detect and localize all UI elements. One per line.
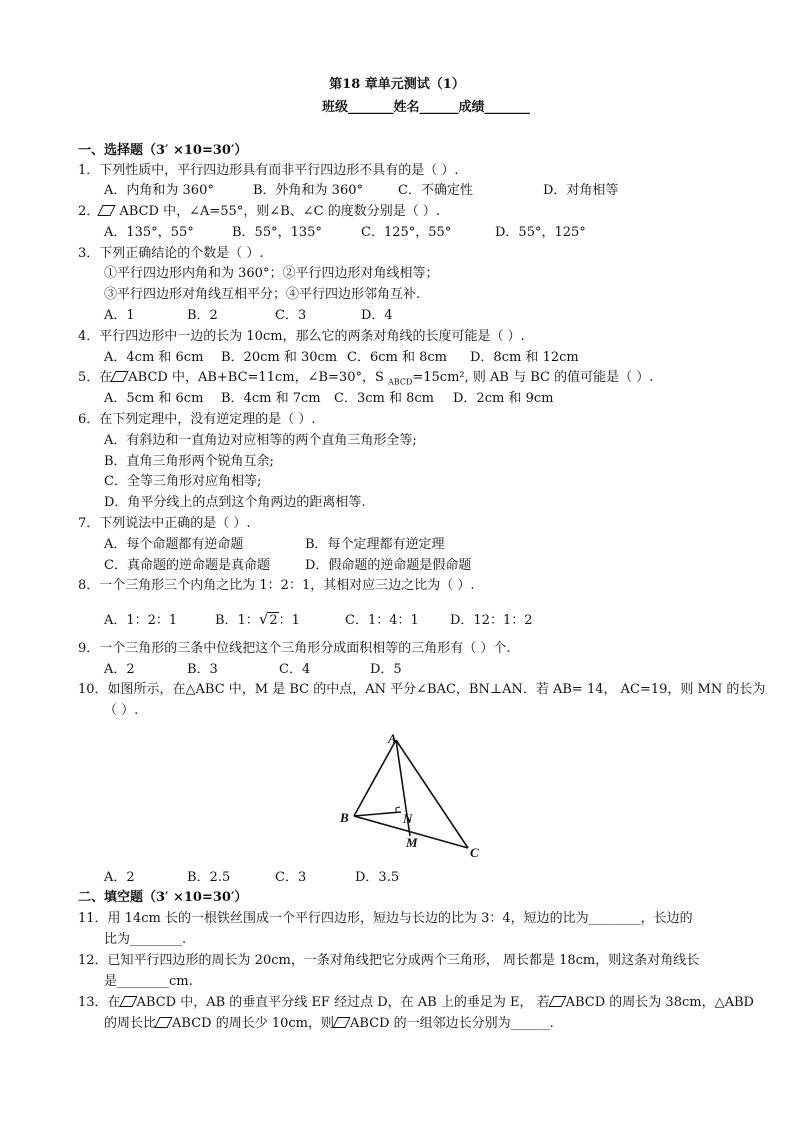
q6-option-d: D．角平分线上的点到这个角两边的距离相等. <box>104 495 366 510</box>
q10-option-d: D．3.5 <box>355 870 400 885</box>
q8-option-b-prefix: B．1： <box>215 613 259 628</box>
question-4-stem: 4．平行四边形中一边的长为 10cm，那么它的两条对角线的长度可能是（ ）. <box>78 329 525 344</box>
q9-option-a: A．2 <box>104 662 135 677</box>
student-info-line: 班级_______姓名______成绩_______ <box>321 100 530 115</box>
q2-stem-text: ABCD 中，∠A=55°，则∠B、∠C 的度数分别是（ ）. <box>115 204 440 219</box>
q2-stem-prefix: 2． <box>78 204 100 219</box>
question-10-stem: 10．如图所示，在△ABC 中，M 是 BC 的中点，AN 平分∠BAC，BN⊥AN．若 AB= 14， AC=19，则 MN 的长为 <box>78 682 766 697</box>
label-m: M <box>406 835 418 850</box>
q13-l2-b: ABCD 的周长少 10cm，则 <box>172 1016 334 1031</box>
question-12-line-2: 是________cm. <box>104 974 193 989</box>
q7-option-c: C．真命题的逆命题是真命题 <box>104 558 270 573</box>
label-c: C <box>470 845 479 860</box>
section-heading-fill-in: 二、填空题（3′ ×10=30′） <box>78 890 248 905</box>
q3-option-d: D．4 <box>361 308 393 323</box>
q3-option-a: A．1 <box>104 308 135 323</box>
question-2-stem <box>78 203 440 221</box>
parallelogram-icon <box>119 996 137 1007</box>
q10-option-b: B．2.5 <box>187 870 231 885</box>
q3-option-b: B．2 <box>187 308 218 323</box>
question-9-stem: 9．一个三角形的三条中位线把这个三角形分成面积相等的三角形有（ ）个. <box>78 641 511 656</box>
q5-stem-text: ABCD 中，AB+BC=11cm，∠B=30°，S <box>128 370 389 385</box>
q4-option-b: B．20cm 和 30cm <box>221 350 338 365</box>
question-12-line-1: 12．已知平行四边形的周长为 20cm，一条对角线把它分成两个三角形， 周长都是 18cm，则这条对角线长 <box>78 953 700 968</box>
triangle-figure <box>330 726 490 861</box>
question-3-stem: 3．下列正确结论的个数是（ ）. <box>78 246 264 261</box>
question-6-stem: 6．在下列定理中，没有逆定理的是（ ）. <box>78 412 316 427</box>
q3-option-c: C．3 <box>275 308 307 323</box>
q2-option-b: B．55°，135° <box>232 225 322 240</box>
question-13-line-1 <box>78 994 754 1012</box>
q2-option-c: C．125°，55° <box>361 225 452 240</box>
q6-option-c: C．全等三角形对应角相等; <box>104 474 262 489</box>
q5-option-d: D．2cm 和 9cm <box>453 391 554 406</box>
q5-stem-prefix: 5．在 <box>78 370 113 385</box>
question-10-stem-cont: （ ）. <box>104 703 139 718</box>
q2-option-d: D．55°，125° <box>495 225 586 240</box>
parallelogram-icon <box>154 1017 172 1028</box>
parallelogram-icon <box>548 996 566 1007</box>
q3-statement-line-1: ①平行四边形内角和为 360°；②平行四边形对角线相等； <box>104 266 439 281</box>
q5-option-c: C．3cm 和 8cm <box>334 391 434 406</box>
q1-option-c: C．不确定性 <box>398 183 473 198</box>
question-11-line-2: 比为________. <box>104 932 187 947</box>
label-b: B <box>340 810 349 825</box>
question-7-stem: 7．下列说法中正确的是（ ）. <box>78 516 251 531</box>
q6-option-a: A．有斜边和一直角边对应相等的两个直角三角形全等; <box>104 433 417 448</box>
q5-option-a: A．5cm 和 6cm <box>104 391 204 406</box>
q13-l2-c: ABCD 的一组邻边长分别为______. <box>349 1016 554 1031</box>
page-title: 第18 章单元测试（1） <box>329 77 465 92</box>
question-8-stem: 8．一个三角形三个内角之比为 1：2：1，其相对应三边之比为（ ）. <box>78 578 475 593</box>
q7-option-b: B．每个定理都有逆定理 <box>305 537 445 552</box>
q13-l1-b: ABCD 中，AB 的垂直平分线 EF 经过点 D，在 AB 上的垂足为 E， 若 <box>136 995 550 1010</box>
segment-ac <box>396 740 468 848</box>
q7-option-a: A．每个命题都有逆命题 <box>104 537 244 552</box>
section-heading-choice: 一、选择题（3′ ×10=30′） <box>78 143 248 158</box>
q7-option-d: D．假命题的逆命题是假命题 <box>305 558 472 573</box>
q5-area-subscript: ABCD <box>388 377 413 387</box>
q13-l2-a: 的周长比 <box>104 1016 157 1031</box>
q4-option-d: D．8cm 和 12cm <box>470 350 579 365</box>
segment-bn <box>354 812 401 816</box>
square-root <box>259 610 279 630</box>
q5-stem-tail: =15cm², 则 AB 与 BC 的值可能是（ ）. <box>412 370 654 385</box>
q6-option-b: B．直角三角形两个锐角互余; <box>104 454 274 469</box>
parallelogram-icon <box>332 1017 350 1028</box>
q8-option-b <box>215 610 300 630</box>
q3-statement-line-2: ③平行四边形对角线互相平分；④平行四边形邻角互补. <box>104 287 421 302</box>
q8-option-a: A．1：2：1 <box>104 613 178 628</box>
radicand: 2 <box>269 613 278 628</box>
q8-option-d: D．12：1：2 <box>450 613 533 628</box>
radical-sign-icon: √ <box>258 610 269 628</box>
q9-option-b: B．3 <box>187 662 218 677</box>
q8-option-b-suffix: ：1 <box>278 613 300 628</box>
q9-option-d: D．5 <box>370 662 402 677</box>
parallelogram-icon <box>111 371 129 382</box>
q8-option-c: C．1：4：1 <box>345 613 419 628</box>
q2-option-a: A．135°，55° <box>104 225 194 240</box>
label-a: A <box>388 731 397 746</box>
q9-option-c: C．4 <box>279 662 311 677</box>
question-11-line-1: 11．用 14cm 长的一根铁丝围成一个平行四边形，短边与长边的比为 3：4，短边的比为________，长边的 <box>78 911 693 926</box>
q10-option-c: C．3 <box>275 870 307 885</box>
q1-option-b: B．外角和为 360° <box>253 183 363 198</box>
question-1-stem: 1．下列性质中，平行四边形具有而非平行四边形不具有的是（ ）. <box>78 163 459 178</box>
q4-option-a: A．4cm 和 6cm <box>104 350 204 365</box>
parallelogram-icon <box>98 205 116 216</box>
q5-option-b: B．4cm 和 7cm <box>221 391 321 406</box>
q13-l1-c: ABCD 的周长为 38cm，△ABD <box>565 995 754 1010</box>
segment-ab <box>354 740 396 816</box>
q1-option-d: D．对角相等 <box>543 183 619 198</box>
q10-option-a: A．2 <box>104 870 135 885</box>
q4-option-c: C．6cm 和 8cm <box>347 350 447 365</box>
question-13-line-2 <box>104 1015 554 1033</box>
q13-l1-a: 13．在 <box>78 995 121 1010</box>
question-5-stem <box>78 369 653 392</box>
q1-option-a: A．内角和为 360° <box>104 183 214 198</box>
label-n: N <box>403 811 413 826</box>
